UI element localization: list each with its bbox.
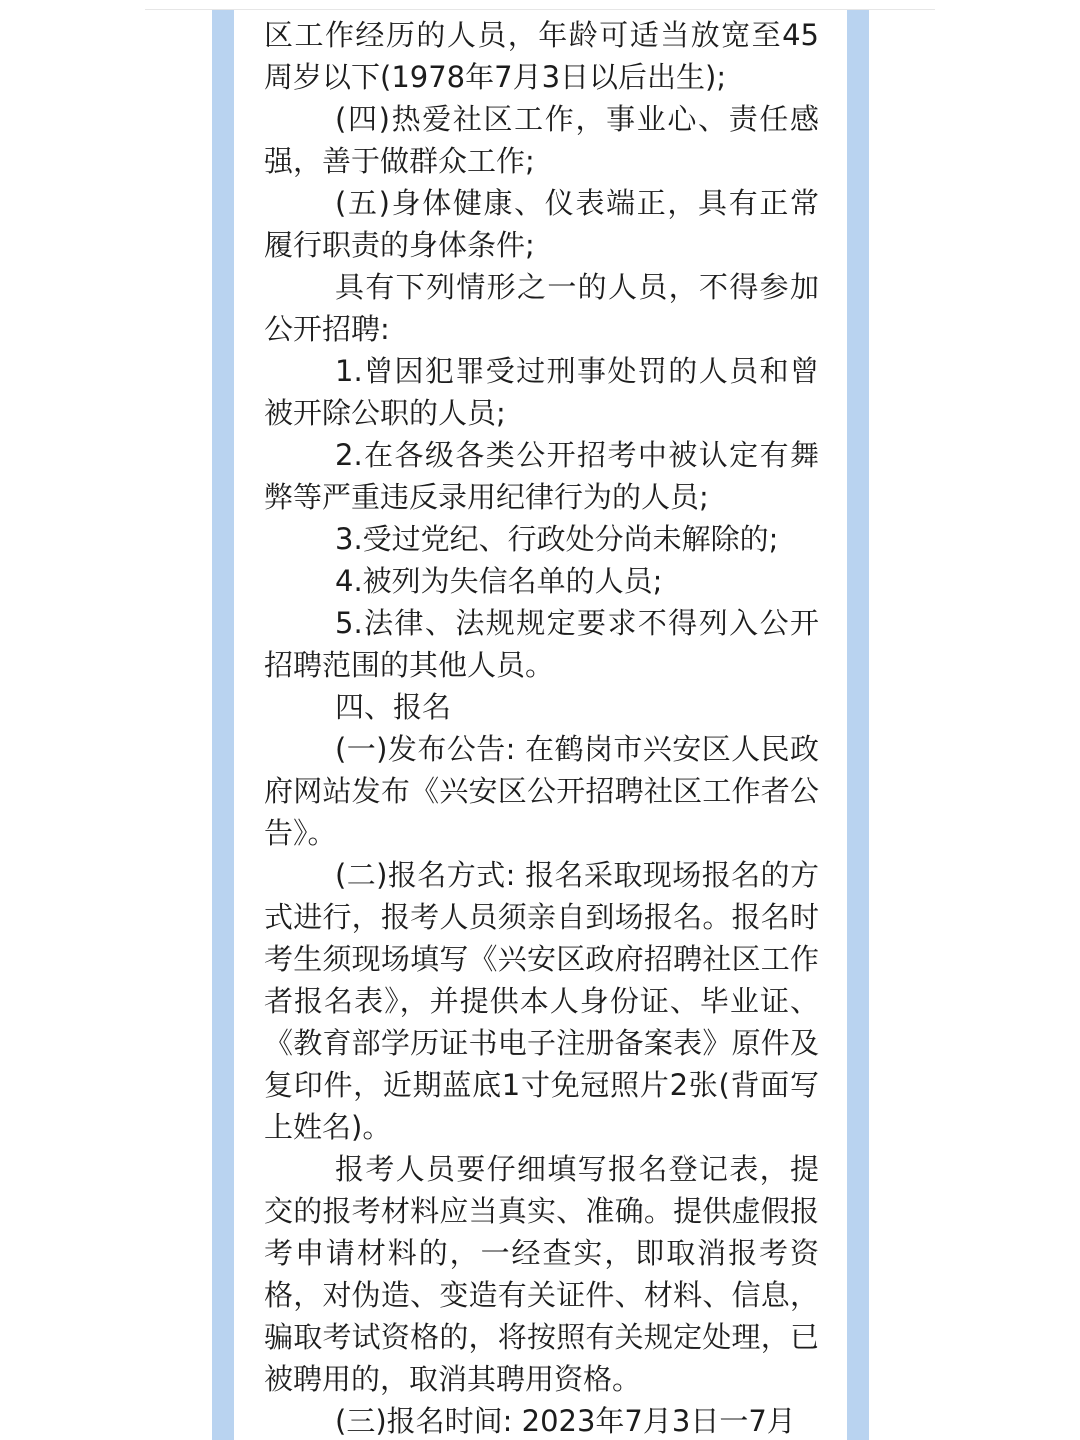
- paragraph: 3.受过党纪、行政处分尚未解除的;: [335, 522, 779, 556]
- paragraph: 报考人员要仔细填写报名登记表，提交的报考材料应当真实、准确。提供虚假报考申请材料的，一经查实，即取消报考资格，对伪造、变造有关证件、材料、信息，骗取考试资格的，将按照有关规定处理，已被聘用的，取消其聘用资格。: [264, 1152, 819, 1396]
- right-border-band: [847, 10, 869, 1440]
- paragraph: (二)报名方式: 报名采取现场报名的方式进行，报考人员须亲自到场报名。报名时考生须现场填写《兴安区政府招聘社区工作者报名表》，并提供本人身份证、毕业证、《教育部学历证书电子注册备案表》原件及复印件，近期蓝底1寸免冠照片2张(背面写上姓名)。: [264, 858, 819, 1144]
- paragraph: 5.法律、法规规定要求不得列入公开招聘范围的其他人员。: [264, 606, 819, 682]
- paragraph: (三)报名时间: 2023年7月3日一7月: [335, 1404, 796, 1438]
- paragraph: 2.在各级各类公开招考中被认定有舞弊等严重违反录用纪律行为的人员;: [264, 438, 819, 514]
- paragraph: (一)发布公告: 在鹤岗市兴安区人民政府网站发布《兴安区公开招聘社区工作者公告》。: [264, 732, 819, 850]
- paragraph: (五)身体健康、仪表端正，具有正常履行职责的身体条件;: [264, 186, 819, 262]
- paragraph: 具有下列情形之一的人员，不得参加公开招聘:: [264, 270, 819, 346]
- paragraph: 1.曾因犯罪受过刑事处罚的人员和曾被开除公职的人员;: [264, 354, 819, 430]
- document-body: [264, 14, 819, 1440]
- left-border-band: [212, 10, 234, 1440]
- section-heading: 四、报名: [335, 690, 452, 724]
- paragraph: 4.被列为失信名单的人员;: [335, 564, 663, 598]
- paragraph: 区工作经历的人员，年龄可适当放宽至45周岁以下(1978年7月3日以后出生);: [264, 18, 819, 94]
- paragraph: (四)热爱社区工作，事业心、责任感强，善于做群众工作;: [264, 102, 819, 178]
